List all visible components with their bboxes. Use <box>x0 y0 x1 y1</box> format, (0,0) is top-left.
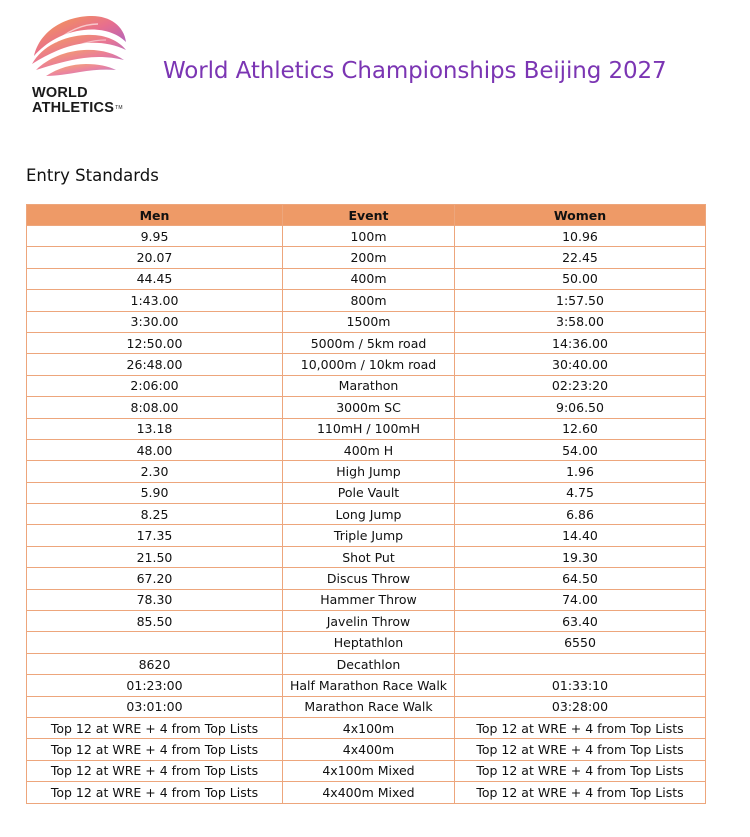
men-standard-cell: 8620 <box>27 653 283 674</box>
men-standard-cell: Top 12 at WRE + 4 from Top Lists <box>27 760 283 781</box>
event-cell: 1500m <box>283 311 455 332</box>
event-cell: 4x100m Mixed <box>283 760 455 781</box>
men-standard-cell: 78.30 <box>27 589 283 610</box>
event-cell: 800m <box>283 290 455 311</box>
event-cell: Pole Vault <box>283 482 455 503</box>
women-standard-cell: 12.60 <box>455 418 706 439</box>
table-row <box>27 397 706 418</box>
women-standard-cell <box>455 653 706 674</box>
table-row <box>27 461 706 482</box>
men-standard-cell: 2.30 <box>27 461 283 482</box>
men-standard-cell: 26:48.00 <box>27 354 283 375</box>
column-header-men: Men <box>27 205 283 226</box>
event-cell: 400m H <box>283 439 455 460</box>
table-row <box>27 311 706 332</box>
men-standard-cell: 03:01:00 <box>27 696 283 717</box>
men-standard-cell: 8.25 <box>27 504 283 525</box>
men-standard-cell: 3:30.00 <box>27 311 283 332</box>
table-row <box>27 504 706 525</box>
women-standard-cell: 6.86 <box>455 504 706 525</box>
event-cell: Hammer Throw <box>283 589 455 610</box>
women-standard-cell: 63.40 <box>455 611 706 632</box>
men-standard-cell: 5.90 <box>27 482 283 503</box>
women-standard-cell: 1.96 <box>455 461 706 482</box>
event-cell: 10,000m / 10km road <box>283 354 455 375</box>
women-standard-cell: 64.50 <box>455 568 706 589</box>
event-cell: 5000m / 5km road <box>283 332 455 353</box>
table-row <box>27 418 706 439</box>
table-row <box>27 760 706 781</box>
event-cell: Heptathlon <box>283 632 455 653</box>
table-row <box>27 525 706 546</box>
men-standard-cell: 01:23:00 <box>27 675 283 696</box>
column-header-women: Women <box>455 205 706 226</box>
event-cell: 3000m SC <box>283 397 455 418</box>
event-cell: Decathlon <box>283 653 455 674</box>
event-cell: High Jump <box>283 461 455 482</box>
women-standard-cell: 10.96 <box>455 226 706 247</box>
women-standard-cell: 19.30 <box>455 546 706 567</box>
men-standard-cell: 12:50.00 <box>27 332 283 353</box>
section-title: Entry Standards <box>26 166 159 185</box>
women-standard-cell: 14:36.00 <box>455 332 706 353</box>
women-standard-cell: 54.00 <box>455 439 706 460</box>
event-cell: Marathon <box>283 375 455 396</box>
table-row <box>27 546 706 567</box>
event-cell: Javelin Throw <box>283 611 455 632</box>
men-standard-cell: 8:08.00 <box>27 397 283 418</box>
event-cell: 4x400m <box>283 739 455 760</box>
men-standard-cell: 17.35 <box>27 525 283 546</box>
event-cell: 4x400m Mixed <box>283 782 455 803</box>
men-standard-cell: Top 12 at WRE + 4 from Top Lists <box>27 739 283 760</box>
logo-line2: ATHLETICS™ <box>32 100 123 116</box>
event-cell: Shot Put <box>283 546 455 567</box>
women-standard-cell: 50.00 <box>455 268 706 289</box>
women-standard-cell: Top 12 at WRE + 4 from Top Lists <box>455 782 706 803</box>
men-standard-cell: Top 12 at WRE + 4 from Top Lists <box>27 782 283 803</box>
event-cell: Marathon Race Walk <box>283 696 455 717</box>
men-standard-cell: 48.00 <box>27 439 283 460</box>
women-standard-cell: 1:57.50 <box>455 290 706 311</box>
women-standard-cell: 01:33:10 <box>455 675 706 696</box>
table-row <box>27 739 706 760</box>
table-row <box>27 696 706 717</box>
men-standard-cell: 44.45 <box>27 268 283 289</box>
table-row <box>27 675 706 696</box>
women-standard-cell: 4.75 <box>455 482 706 503</box>
women-standard-cell: 6550 <box>455 632 706 653</box>
table-row <box>27 439 706 460</box>
table-row <box>27 290 706 311</box>
men-standard-cell: 85.50 <box>27 611 283 632</box>
men-standard-cell: 1:43.00 <box>27 290 283 311</box>
event-cell: Half Marathon Race Walk <box>283 675 455 696</box>
table-row <box>27 247 706 268</box>
entry-standards-table <box>26 204 706 804</box>
women-standard-cell: 3:58.00 <box>455 311 706 332</box>
event-cell: 100m <box>283 226 455 247</box>
table-row <box>27 332 706 353</box>
page-title: World Athletics Championships Beijing 2027 <box>163 58 667 84</box>
women-standard-cell: 02:23:20 <box>455 375 706 396</box>
men-standard-cell: 67.20 <box>27 568 283 589</box>
table-row <box>27 568 706 589</box>
women-standard-cell: Top 12 at WRE + 4 from Top Lists <box>455 760 706 781</box>
trademark-mark: TM <box>115 105 123 111</box>
women-standard-cell: 74.00 <box>455 589 706 610</box>
world-athletics-logo-mark <box>26 12 130 82</box>
women-standard-cell: 22.45 <box>455 247 706 268</box>
men-standard-cell: 13.18 <box>27 418 283 439</box>
logo-wordmark <box>32 86 152 116</box>
women-standard-cell: 9:06.50 <box>455 397 706 418</box>
table-row <box>27 482 706 503</box>
event-cell: 4x100m <box>283 717 455 738</box>
women-standard-cell: Top 12 at WRE + 4 from Top Lists <box>455 739 706 760</box>
column-header-event: Event <box>283 205 455 226</box>
men-standard-cell: Top 12 at WRE + 4 from Top Lists <box>27 717 283 738</box>
table-row <box>27 632 706 653</box>
table-header-row <box>27 205 706 226</box>
event-cell: 400m <box>283 268 455 289</box>
women-standard-cell: 14.40 <box>455 525 706 546</box>
table-body <box>27 226 706 804</box>
table-row <box>27 589 706 610</box>
event-cell: Long Jump <box>283 504 455 525</box>
table-row <box>27 354 706 375</box>
event-cell: 110mH / 100mH <box>283 418 455 439</box>
table-row <box>27 782 706 803</box>
men-standard-cell: 20.07 <box>27 247 283 268</box>
men-standard-cell <box>27 632 283 653</box>
women-standard-cell: Top 12 at WRE + 4 from Top Lists <box>455 717 706 738</box>
men-standard-cell: 2:06:00 <box>27 375 283 396</box>
event-cell: 200m <box>283 247 455 268</box>
event-cell: Triple Jump <box>283 525 455 546</box>
table-row <box>27 226 706 247</box>
men-standard-cell: 21.50 <box>27 546 283 567</box>
table-row <box>27 717 706 738</box>
world-athletics-logo <box>26 12 130 116</box>
women-standard-cell: 30:40.00 <box>455 354 706 375</box>
table-row <box>27 375 706 396</box>
event-cell: Discus Throw <box>283 568 455 589</box>
women-standard-cell: 03:28:00 <box>455 696 706 717</box>
logo-line1: WORLD <box>32 85 88 101</box>
men-standard-cell: 9.95 <box>27 226 283 247</box>
table-row <box>27 611 706 632</box>
table-row <box>27 653 706 674</box>
table-row <box>27 268 706 289</box>
